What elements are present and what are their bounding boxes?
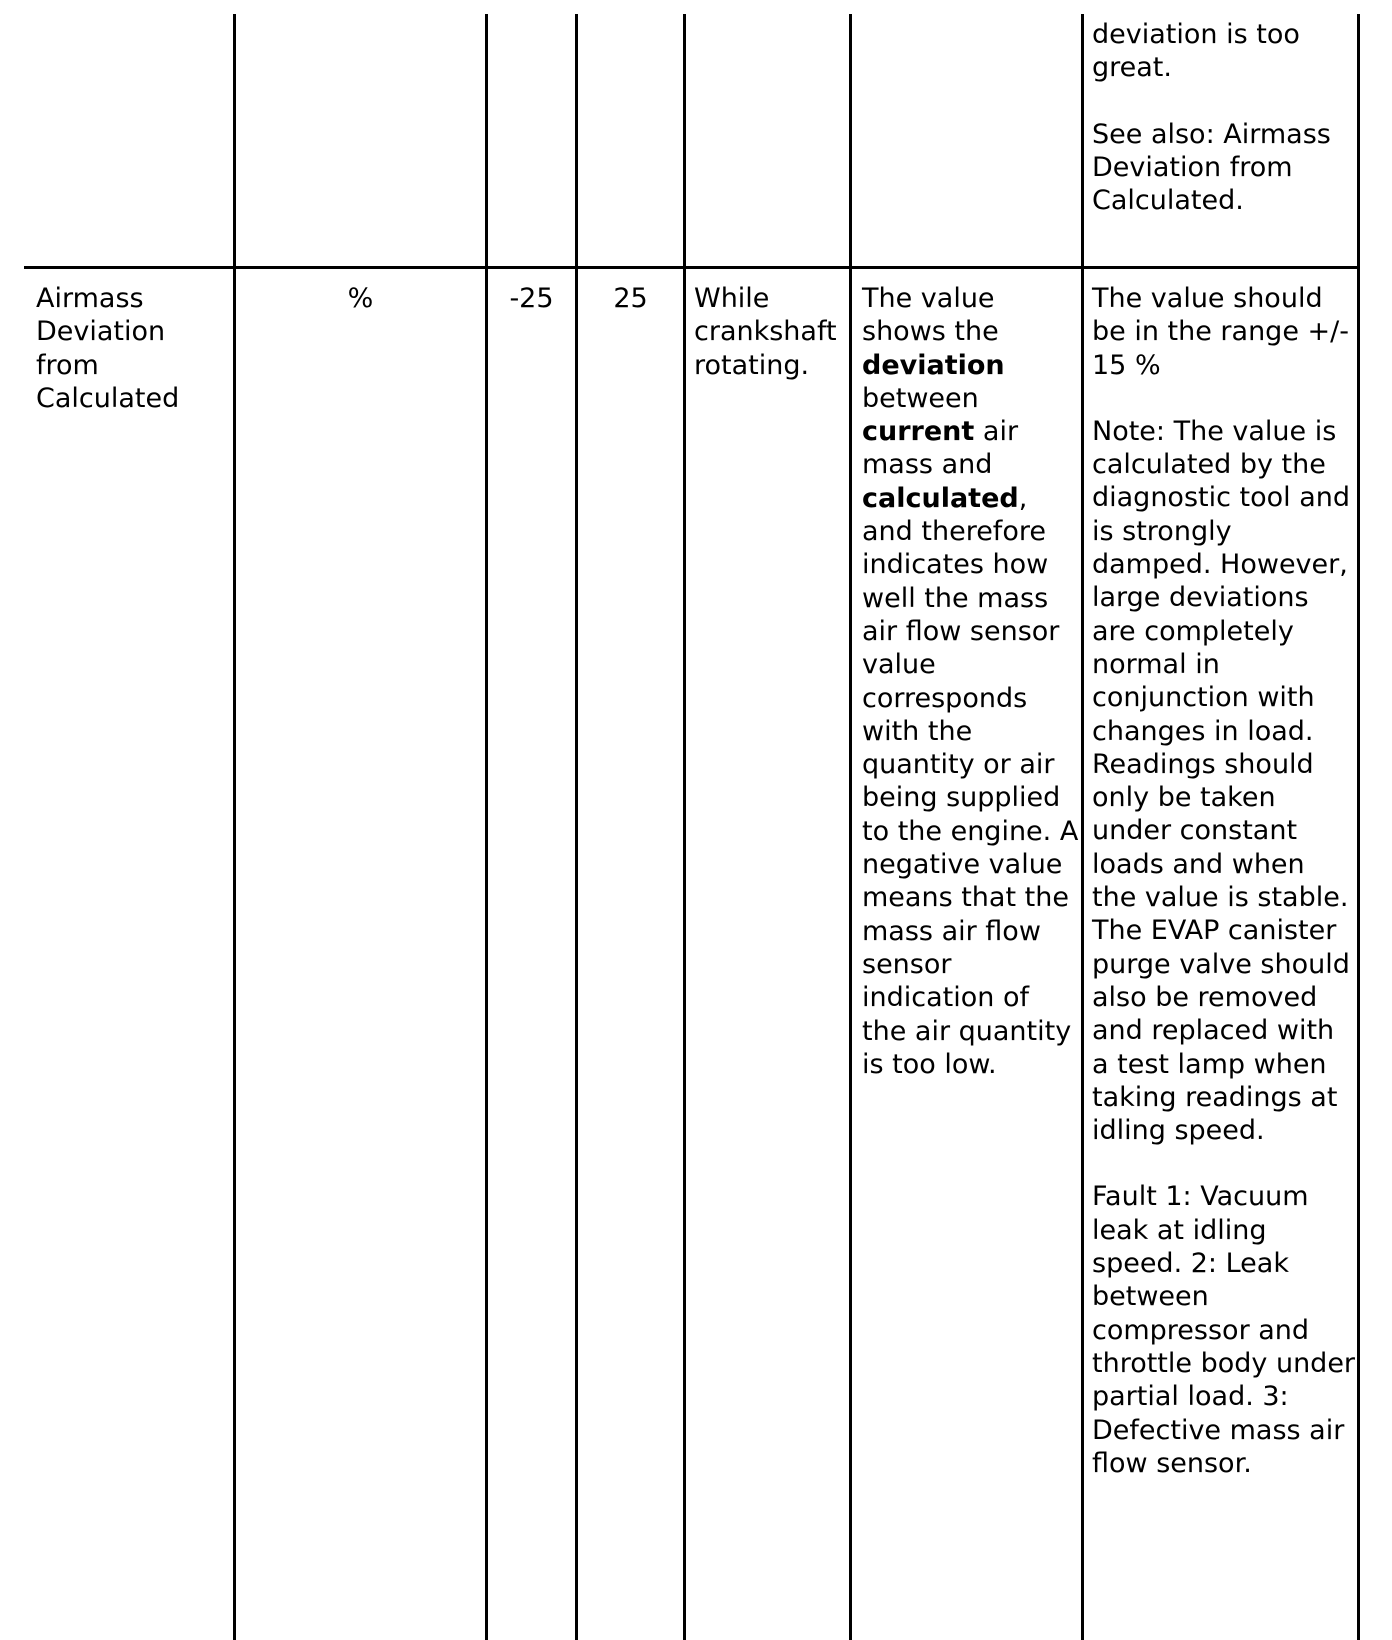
column-divider-7 [1357, 14, 1360, 1640]
description-part-2: between [862, 382, 979, 414]
max-value: 25 [613, 283, 648, 314]
column-divider-4 [683, 14, 686, 1640]
condition-cell [694, 282, 848, 382]
unit-cell [236, 282, 485, 315]
notes-cell-row-1 [1092, 18, 1357, 217]
unit-value: % [347, 283, 374, 314]
description-part-1: The value shows the [862, 283, 999, 348]
description-bold-current: current [862, 416, 975, 448]
column-divider-1 [233, 14, 236, 1640]
description-bold-calculated: calculated [862, 482, 1019, 514]
column-divider-2 [485, 14, 488, 1640]
notes-fault: Fault 1: Vacuum leak at idling speed. 2: Leak between compressor and throttle body under partial load. 3: Defective mass air flow sensor. [1092, 1181, 1356, 1479]
max-cell [578, 282, 683, 315]
condition-text: While crankshaft rotating. [694, 283, 837, 381]
column-divider-5 [849, 14, 852, 1640]
parameter-name: Airmass Deviation from Calculated [36, 283, 180, 414]
min-cell [488, 282, 575, 315]
notes-continuation: deviation is too great. [1092, 19, 1300, 84]
description-part-3: air mass and [862, 416, 1019, 481]
row-divider [24, 266, 1360, 269]
parameter-name-cell [36, 282, 216, 415]
min-value: -25 [509, 283, 554, 314]
notes-cell-row-2 [1092, 282, 1357, 1480]
description-part-4: , and therefore indicates how well the mass air flow sensor value corresponds with the quantity or air being supplied to the engine. A negative value means that the mass air flow sensor indication of the air quantity is too low. [862, 482, 1079, 1080]
description-bold-deviation: deviation [862, 349, 1005, 381]
column-divider-3 [575, 14, 578, 1640]
notes-see-also: See also: Airmass Deviation from Calculated. [1092, 118, 1331, 217]
notes-note: Note: The value is calculated by the diagnostic tool and is strongly damped. However, large deviations are completely normal in conjunction with changes in load. Readings should only be taken under constant loads and when the value is stable. The EVAP canister purge valve should also be removed and replaced with a test lamp when taking readings at idling speed. [1092, 415, 1351, 1147]
description-text [862, 282, 1080, 1081]
description-cell [862, 282, 1080, 1081]
notes-range: The value should be in the range +/- 15 % [1092, 283, 1349, 381]
column-divider-6 [1081, 14, 1084, 1640]
